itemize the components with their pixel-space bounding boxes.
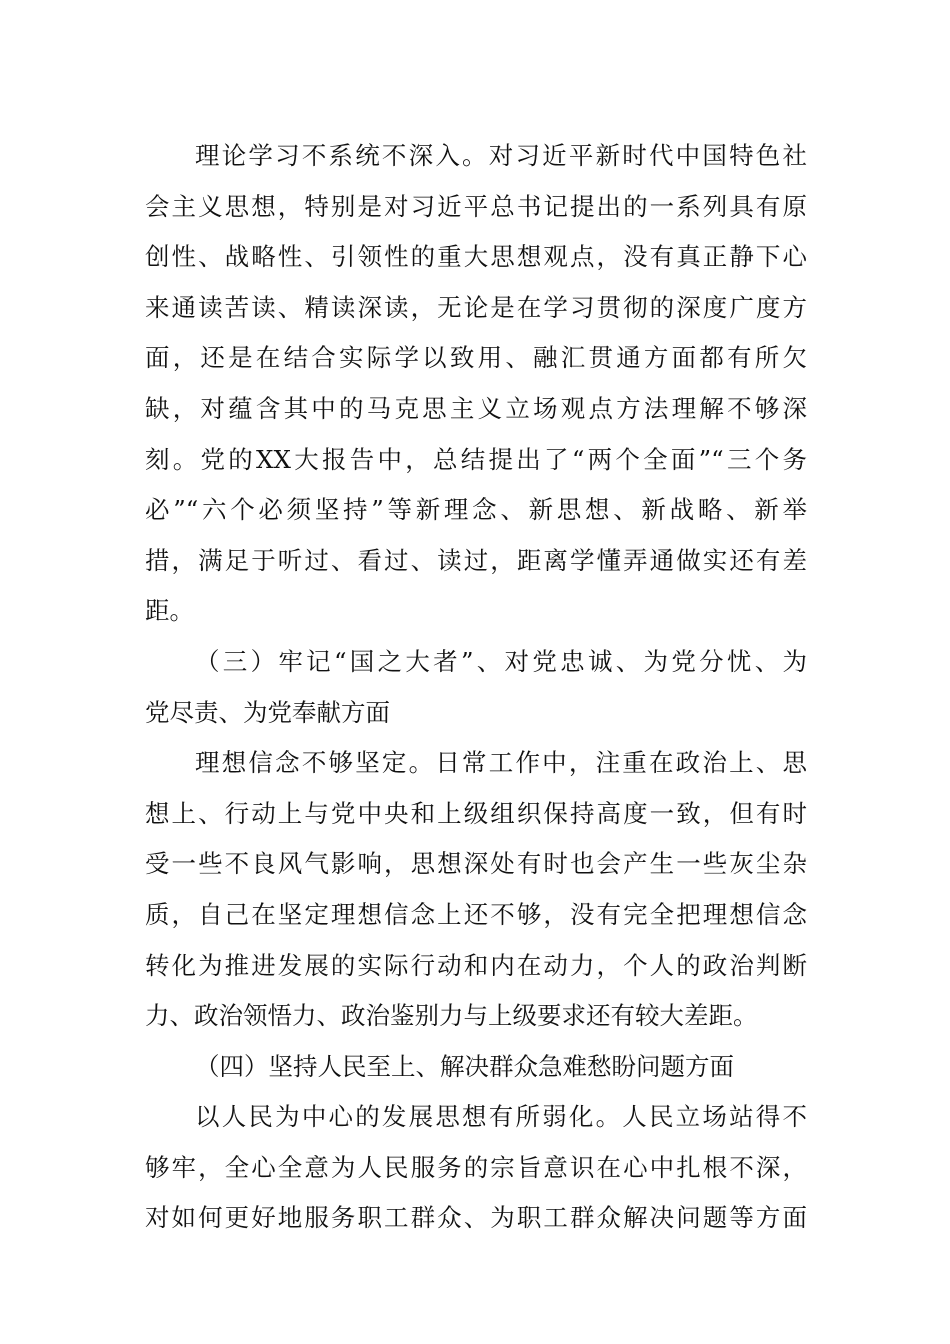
text-line: 质，自己在坚定理想信念上还不够，没有完全把理想信念 bbox=[145, 899, 807, 929]
text-line: （三）牢记“国之大者”、对党忠诚、为党分忧、为 bbox=[195, 646, 807, 676]
body-paragraph bbox=[145, 131, 807, 637]
text-line: 会主义思想，特别是对习近平总书记提出的一系列具有原 bbox=[145, 191, 807, 221]
text-line: 缺，对蕴含其中的马克思主义立场观点方法理解不够深 bbox=[145, 393, 807, 423]
section-heading bbox=[145, 637, 807, 738]
text-line: 面，还是在结合实际学以致用、融汇贯通方面都有所欠 bbox=[145, 343, 807, 373]
text-line: 理论学习不系统不深入。对习近平新时代中国特色社 bbox=[195, 141, 807, 170]
document-page bbox=[145, 131, 807, 1244]
section-heading bbox=[145, 1042, 807, 1093]
text-line: 对如何更好地服务职工群众、为职工群众解决问题等方面 bbox=[145, 1203, 807, 1233]
text-line: 刻。党的XX大报告中，总结提出了“两个全面”“三个务 bbox=[145, 444, 807, 474]
text-line: 距。 bbox=[145, 596, 194, 626]
text-line: 受一些不良风气影响，思想深处有时也会产生一些灰尘杂 bbox=[145, 849, 807, 879]
text-line: 转化为推进发展的实际行动和内在动力，个人的政治判断 bbox=[145, 950, 807, 980]
body-paragraph bbox=[145, 738, 807, 1042]
text-line: 必”“六个必须坚持”等新理念、新思想、新战略、新举 bbox=[145, 495, 807, 525]
text-line: 措，满足于听过、看过、读过，距离学懂弄通做实还有差 bbox=[145, 545, 807, 575]
text-line: 想上、行动上与党中央和上级组织保持高度一致，但有时 bbox=[145, 798, 807, 828]
text-line: 创性、战略性、引领性的重大思想观点，没有真正静下心 bbox=[145, 242, 807, 272]
text-line: 力、政治领悟力、政治鉴别力与上级要求还有较大差距。 bbox=[145, 1001, 758, 1031]
text-line: 来通读苦读、精读深读，无论是在学习贯彻的深度广度方 bbox=[145, 292, 807, 322]
text-line: 以人民为中心的发展思想有所弱化。人民立场站得不 bbox=[195, 1102, 807, 1132]
text-line: 党尽责、为党奉献方面 bbox=[145, 697, 390, 727]
body-paragraph bbox=[145, 1092, 807, 1244]
text-line: （四）坚持人民至上、解决群众急难愁盼问题方面 bbox=[195, 1051, 734, 1081]
text-line: 够牢，全心全意为人民服务的宗旨意识在心中扎根不深， bbox=[145, 1152, 807, 1182]
text-line: 理想信念不够坚定。日常工作中，注重在政治上、思 bbox=[195, 748, 807, 778]
